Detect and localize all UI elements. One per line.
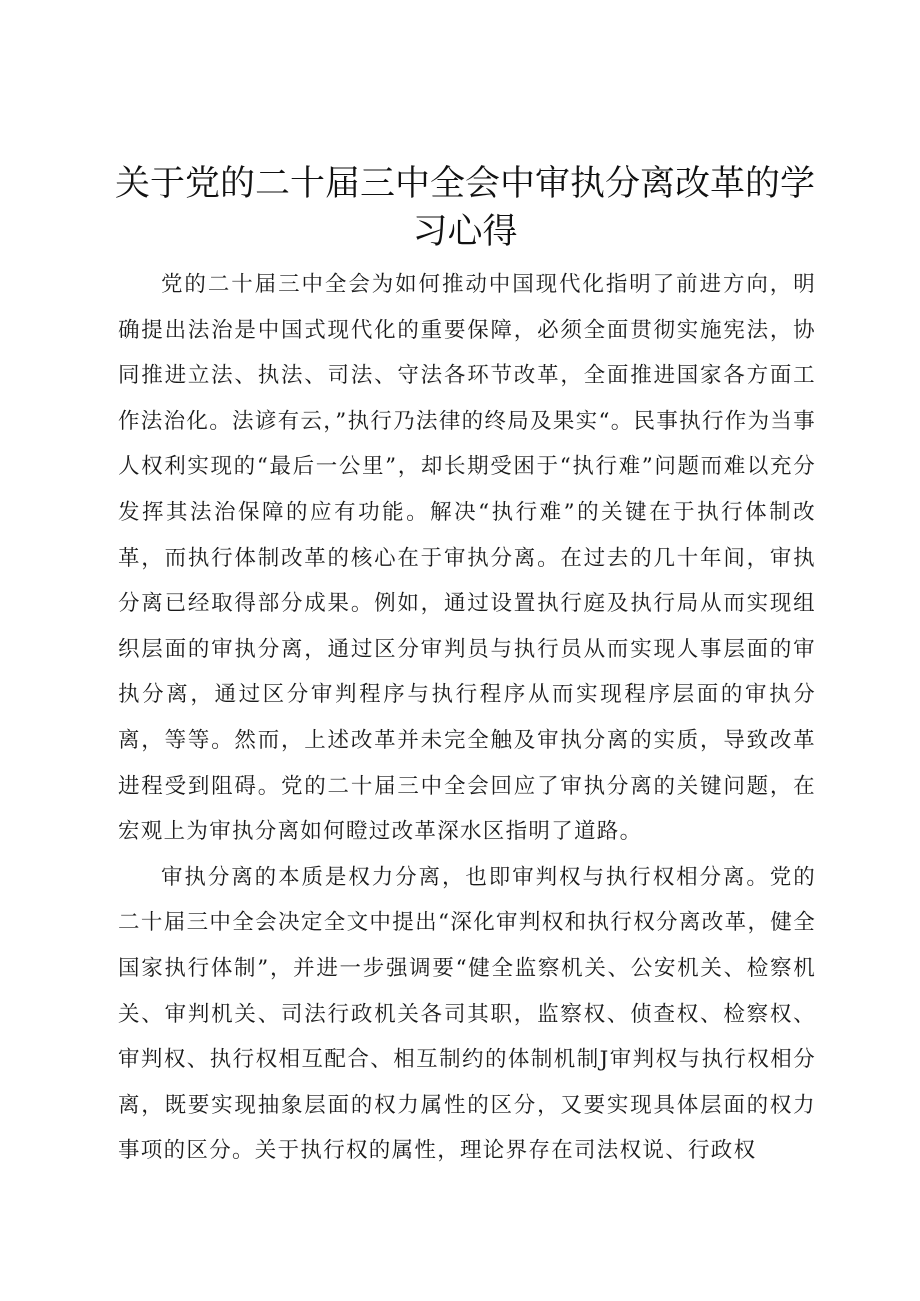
document-body xyxy=(118,262,816,1174)
document-title: 关于党的二十届三中全会中审执分离改革的学习心得 xyxy=(114,164,815,252)
body-paragraph-2: 审执分离的本质是权力分离，也即审判权与执行权相分离。党的二十届三中全会决定全文中提出“深化审判权和执行权分离改革，健全国家执行体制”，并进一步强调要“健全监察机关、公安机关、检察机关、审判机关、司法行政机关各司其职，监察权、侦查权、检察权、审判权、执行权相互配合、相互制约的体制机制J审判权与执行权相分离，既要实现抽象层面的权力属性的区分，又要实现具体层面的权力事项的区分。关于执行权的属性，理论界存在司法权说、行政权 xyxy=(118,864,816,1164)
body-paragraph-1: 党的二十届三中全会为如何推动中国现代化指明了前进方向，明确提出法治是中国式现代化的重要保障，必须全面贯彻实施宪法，协同推进立法、执法、司法、守法各环节改革，全面推进国家各方面工作法治化。法谚有云，”执行乃法律的终局及果实“。民事执行作为当事人权利实现的“最后一公里”，却长期受困于“执行难”问题而难以充分发挥其法治保障的应有功能。解决“执行难”的关键在于执行体制改革，而执行体制改革的核心在于审执分离。在过去的几十年间，审执分离已经取得部分成果。例如，通过设置执行庭及执行局从而实现组织层面的审执分离，通过区分审判员与执行员从而实现人事层面的审执分离，通过区分审判程序与执行程序从而实现程序层面的审执分离，等等。然而，上述改革并未完全触及审执分离的实质，导致改革进程受到阻碍。党的二十届三中全会回应了审执分离的关键问题，在宏观上为审执分离如何瞪过改革深水区指明了道路。 xyxy=(118,272,816,845)
